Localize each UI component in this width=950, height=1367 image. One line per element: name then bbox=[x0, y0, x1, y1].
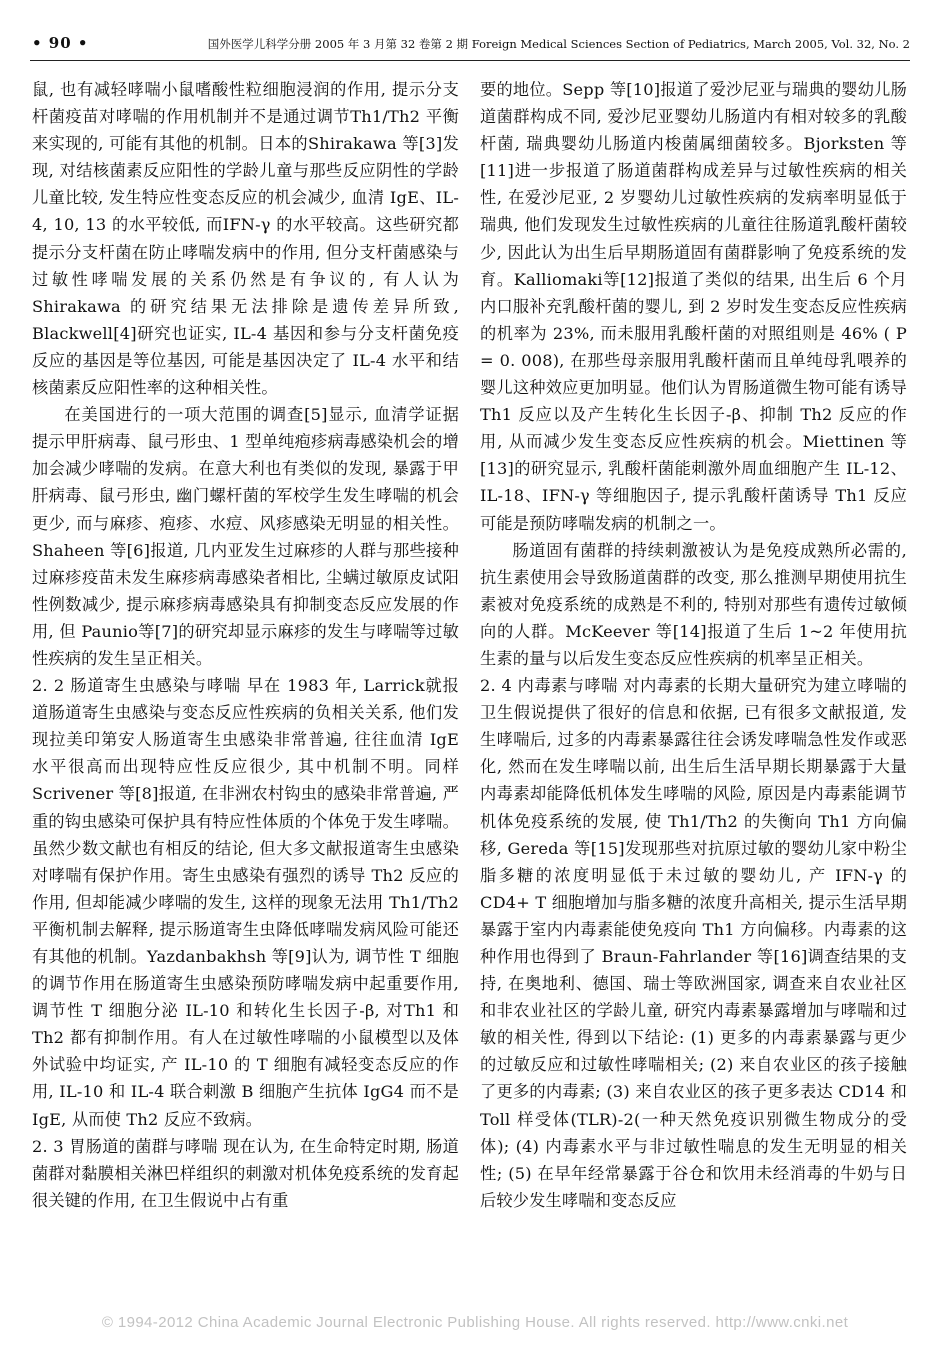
right-paragraph-2: 肠道固有菌群的持续刺激被认为是免疫成熟所必需的, 抗生素使用会导致肠道菌群的改变, 那么推测早期使用抗生素被对免疫系统的成熟是不利的, 特别对那些有遗传过敏倾向的人群。McKeever 等[14]报道了生后 1~2 年使用抗生素的量与以后发生变态反应性疾病的机率呈正相关。 bbox=[480, 540, 907, 668]
copyright-watermark: © 1994-2012 China Academic Journal Electronic Publishing House. All rights reserved. http://www.cnki.net bbox=[101, 1314, 849, 1331]
right-column bbox=[480, 76, 907, 1214]
page-header bbox=[30, 34, 910, 56]
left-paragraph-1: 鼠, 也有减轻哮喘小鼠嗜酸性粒细胞浸润的作用, 提示分支杆菌疫苗对哮喘的作用机制并不是通过调节Th1/Th2 平衡来实现的, 可能有其他的机制。日本的Shirakawa 等[3]发现, 对结核菌素反应阳性的学龄儿童与那些反应阴性的学龄儿童比较, 发生特应性变态反应的机会减少, 血清 IgE、IL-4, 10, 13 的水平较低, 而IFN-γ 的水平较高。这些研究都提示分支杆菌在防止哮喘发病中的作用, 但分支杆菌感染与过敏性哮喘发展的关系仍然是有争议的, 有人认为 Shirakawa 的研究结果无法排除是遗传差异所致, Blackwell[4]研究也证实, IL-4 基因和参与分支杆菌免疫反应的基因是等位基因, 可能是基因决定了 IL-4 水平和结核菌素反应阳性率的这种相关性。 bbox=[32, 80, 459, 398]
page-number: • 90 • bbox=[32, 34, 89, 52]
header-rule bbox=[30, 60, 910, 61]
section-2-4: 2. 4 内毒素与哮喘 对内毒素的长期大量研究为建立哮喘的卫生假说提供了很好的信息和依据, 已有很多文献报道, 发生哮喘后, 过多的内毒素暴露往往会诱发哮喘急性发作或恶化, 然而在发生哮喘以前, 出生后生活早期长期暴露于大量内毒素却能降低机体发生哮喘的风险, 原因是内毒素能调节机体免疫系统的发展, 使 Th1/Th2 的失衡向 Th1 方向偏移, Gereda 等[15]发现那些对抗原过敏的婴幼儿家中粉尘脂多糖的浓度明显低于未过敏的婴幼儿, 产 IFN-γ 的 CD4+ T 细胞增加与脂多糖的浓度升高相关, 提示生活早期暴露于室内内毒素能使免疫向 Th1 方向偏移。内毒素的这种作用也得到了 Braun-Fahrlander 等[16]调查结果的支持, 在奥地利、德国、瑞士等欧洲国家, 调查来自农业社区和非农业社区的学龄儿童, 研究内毒素暴露增加与哮喘和过敏的相关性, 得到以下结论: (1) 更多的内毒素暴露与更少的过敏反应和过敏性哮喘相关; (2) 来自农业区的孩子接触了更多的内毒素; (3) 来自农业区的孩子更多表达 CD14 和 Toll 样受体(TLR)-2(一种天然免疫识别微生物成分的受体); (4) 内毒素水平与非过敏性喘息的发生无明显的相关性; (5) 在早年经常暴露于谷仓和饮用未经消毒的牛奶与日后较少发生哮喘和变态反应 bbox=[480, 676, 907, 1210]
journal-citation: 国外医学儿科学分册 2005 年 3 月第 32 卷第 2 期 Foreign Medical Sciences Section of Pediatrics, March 2005, Vol. 32, No. 2 bbox=[207, 37, 910, 51]
section-2-3: 2. 3 胃肠道的菌群与哮喘 现在认为, 在生命特定时期, 肠道菌群对黏膜相关淋巴样组织的刺激对机体免疫系统的发育起很关键的作用, 在卫生假说中占有重 bbox=[32, 1136, 459, 1210]
section-2-2: 2. 2 肠道寄生虫感染与哮喘 早在 1983 年, Larrick就报道肠道寄生虫感染与变态反应性疾病的负相关关系, 他们发现拉美印第安人肠道寄生虫感染非常普遍, 往往血清 IgE 水平很高而出现特应性反应很少, 其中机制不明。同样 Scrivener 等[8]报道, 在非洲农村钩虫的感染非常普遍, 严重的钩虫感染可保护具有特应性体质的个体免于发生哮喘。虽然少数文献也有相反的结论, 但大多文献报道寄生虫感染对哮喘有保护作用。寄生虫感染有强烈的诱导 Th2 反应的作用, 但却能减少哮喘的发生, 这样的现象无法用 Th1/Th2 平衡机制去解释, 提示肠道寄生虫降低哮喘发病风险可能还有其他的机制。Yazdanbakhsh 等[9]认为, 调节性 T 细胞的调节作用在肠道寄生虫感染预防哮喘发病中起重要作用, 调节性 T 细胞分泌 IL-10 和转化生长因子-β, 对Th1 和 Th2 都有抑制作用。有人在过敏性哮喘的小鼠模型以及体外试验中均证实, 产 IL-10 的 T 细胞有减轻变态反应的作用, IL-10 和 IL-4 联合刺激 B 细胞产生抗体 IgG4 而不是 IgE, 从而使 Th2 反应不致病。 bbox=[32, 676, 459, 1129]
left-column bbox=[32, 76, 459, 1214]
left-paragraph-2: 在美国进行的一项大范围的调查[5]显示, 血清学证据提示甲肝病毒、鼠弓形虫、1 型单纯疱疹病毒感染机会的增加会减少哮喘的发病。在意大利也有类似的发现, 暴露于甲肝病毒、鼠弓形虫, 幽门螺杆菌的军校学生发生哮喘的机会更少, 而与麻疹、疱疹、水痘、风疹感染无明显的相关性。Shaheen 等[6]报道, 几内亚发生过麻疹的人群与那些接种过麻疹疫苗未发生麻疹病毒感染者相比, 尘螨过敏原皮试阳性例数减少, 提示麻疹病毒感染具有抑制变态反应发展的作用, 但 Paunio等[7]的研究却显示麻疹的发生与哮喘等过敏性疾病的发生呈正相关。 bbox=[32, 405, 459, 668]
right-paragraph-1: 要的地位。Sepp 等[10]报道了爱沙尼亚与瑞典的婴幼儿肠道菌群构成不同, 爱沙尼亚婴幼儿肠道内有相对较多的乳酸杆菌, 瑞典婴幼儿肠道内梭菌属细菌较多。Bjorksten 等[11]进一步报道了肠道菌群构成差异与过敏性疾病的相关性, 在爱沙尼亚, 2 岁婴幼儿过敏性疾病的发病率明显低于瑞典, 他们发现发生过敏性疾病的儿童往往肠道乳酸杆菌较少, 因此认为出生后早期肠道固有菌群影响了免疫系统的发育。Kalliomaki等[12]报道了类似的结果, 出生后 6 个月内口服补充乳酸杆菌的婴儿, 到 2 岁时发生变态反应性疾病的机率为 23%, 而未服用乳酸杆菌的对照组则是 46% ( P = 0. 008), 在那些母亲服用乳酸杆菌而且单纯母乳喂养的婴儿这种效应更加明显。他们认为胃肠道微生物可能有诱导 Th1 反应以及产生转化生长因子-β、抑制 Th2 反应的作用, 从而减少发生变态反应性疾病的机会。Miettinen 等[13]的研究显示, 乳酸杆菌能刺激外周血细胞产生 IL-12、IL-18、IFN-γ 等细胞因子, 提示乳酸杆菌诱导 Th1 反应可能是预防哮喘发病的机制之一。 bbox=[480, 80, 907, 533]
